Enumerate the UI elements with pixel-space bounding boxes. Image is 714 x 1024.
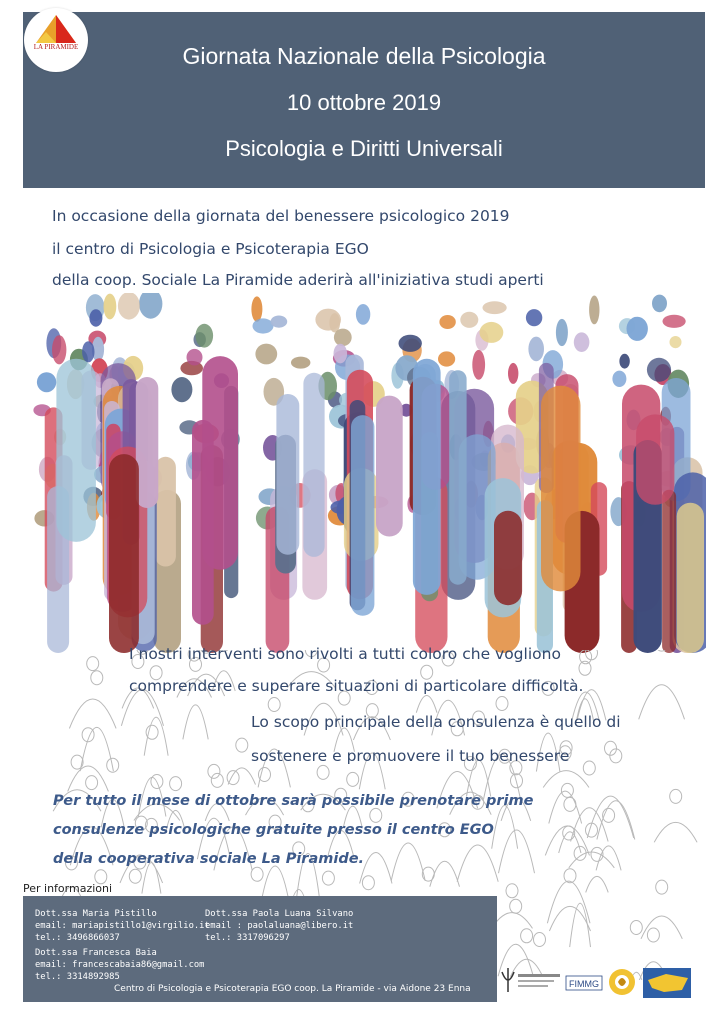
- contact-email[interactable]: email: mariapistillo1@virgilio.it: [35, 921, 210, 931]
- middle-line-4: sostenere e promuovere il tuo benessere: [251, 747, 570, 765]
- intro-line-2: il centro di Psicologia e Psicoterapia EGO: [52, 240, 369, 258]
- psi-symbol-icon: [502, 968, 560, 992]
- middle-line-3: Lo scopo principale della consulenza è quello di: [251, 713, 621, 731]
- la-piramide-logo: [24, 8, 88, 72]
- contact-name: Dott.ssa Maria Pistillo: [35, 909, 157, 919]
- header-banner: [23, 12, 705, 188]
- partner-logos: [498, 958, 694, 1002]
- contact-card: [205, 908, 353, 944]
- yellow-seal-icon: [609, 969, 635, 995]
- crowd-illustration: [22, 293, 706, 663]
- contact-name: Dott.ssa Paola Luana Silvano: [205, 909, 354, 919]
- contact-phone[interactable]: tel.: 3496866037: [35, 933, 120, 943]
- info-label: Per informazioni: [23, 882, 113, 895]
- contact-email[interactable]: email: francescabaia86@gmail.com: [35, 960, 205, 970]
- logo-name: LA PIRAMIDE: [33, 43, 79, 51]
- intro-line-1: In occasione della giornata del benessere psicologico 2019: [52, 207, 510, 225]
- highlight-line-2: consulenze psicologiche gratuite presso il centro EGO: [53, 822, 494, 838]
- event-title: Giornata Nazionale della Psicologia: [182, 43, 546, 69]
- highlight-line-1: Per tutto il mese di ottobre sarà possibile prenotare prime: [53, 793, 534, 809]
- contact-name: Dott.ssa Francesca Baia: [35, 948, 157, 958]
- middle-line-1: I nostri interventi sono rivolti a tutti coloro che vogliono: [129, 645, 561, 663]
- intro-line-3: della coop. Sociale La Piramide aderirà all'iniziativa studi aperti: [52, 271, 544, 289]
- middle-line-2: comprendere e superare situazioni di particolare difficoltà.: [129, 677, 584, 695]
- fimmg-logo-icon: [566, 976, 602, 990]
- contact-card: [35, 908, 210, 944]
- footer-address: Centro di Psicologia e Psicoterapia EGO coop. La Piramide - via Aidone 23 Enna: [114, 984, 471, 994]
- svg-text:FIMMG: FIMMG: [569, 979, 599, 989]
- event-theme: Psicologia e Diritti Universali: [225, 136, 503, 161]
- event-date: 10 ottobre 2019: [286, 90, 442, 115]
- sicily-map-icon: [643, 968, 691, 998]
- contact-email[interactable]: email : paolaluana@libero.it: [205, 921, 354, 931]
- contact-phone[interactable]: tel.: 3317096297: [205, 933, 290, 943]
- contact-phone[interactable]: tel.: 3314892985: [35, 972, 120, 982]
- highlight-line-3: della cooperativa sociale La Piramide.: [53, 851, 365, 867]
- contact-card: [35, 947, 204, 983]
